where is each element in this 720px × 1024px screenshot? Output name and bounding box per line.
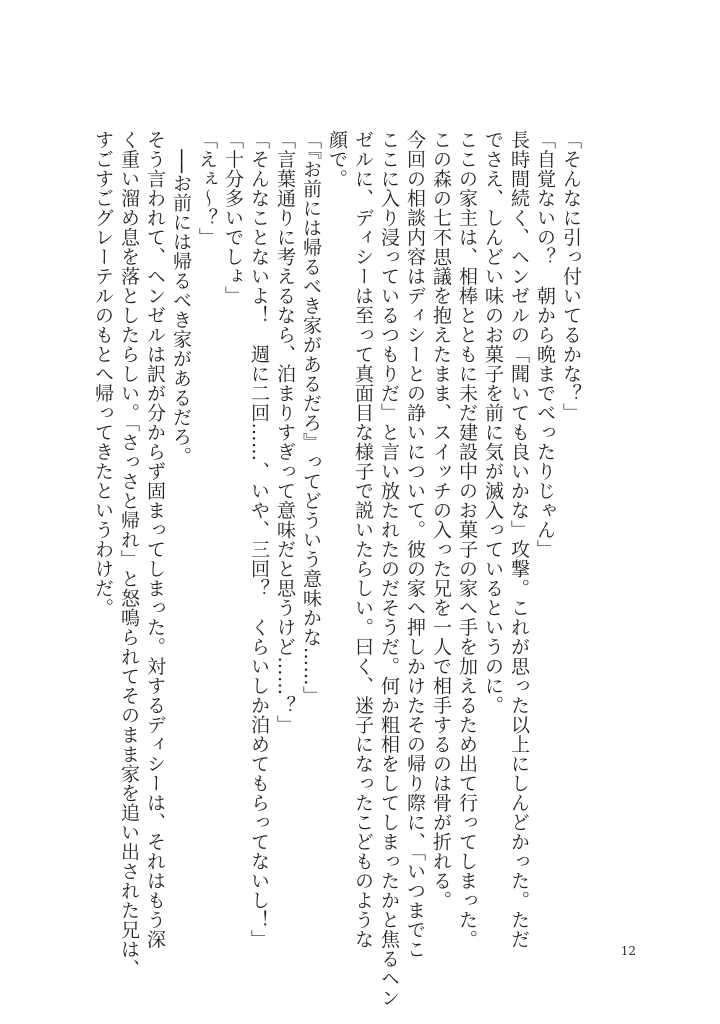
text-line: この森の七不思議を抱えたまま、スイッチの入った兄を一人で相手するのは骨が折れる。	[430, 130, 452, 910]
text-line: でさえ、しんどい味のお菓子を前に気が滅入っているというのに。	[482, 130, 504, 715]
text-line: ──お前には帰るべき家があるだろ。	[170, 130, 192, 466]
text-line: 「自覚ないの？ 朝から晩までべったりじゃん」	[534, 130, 556, 559]
text-line: ここの家主は、相棒とともに未だ建設中のお菓子の家へ手を加えるため出て行ってしまった。	[456, 130, 478, 949]
text-line: ここに入り浸っているつもりだ」と言い放たれたのだそうだ。何か粗相をしてしまったかと焦るヘン	[378, 130, 400, 1008]
text-line: 長時間続く、ヘンゼルの「聞いても良いかな」攻撃。これが思った以上にしんどかった。ただ	[508, 130, 530, 949]
text-line: 今回の相談内容はディシーとの諍いについて。彼の家へ押しかけたその帰り際に、「いつまでこ	[404, 130, 426, 959]
text-line: 「『お前には帰るべき家があるだろ』ってどういう意味かな……」	[300, 130, 322, 706]
text-line: 「そんなことないよ！ 週に二回……、いや、三回？ くらいしか泊めてもらってないし！」	[248, 130, 270, 949]
text-line: 「そんなに引っ付いてるかな？」	[560, 130, 582, 423]
text-line: そう言われて、ヘンゼルは訳が分からず固まってしまった。対するディシーは、それはもう深	[144, 130, 166, 949]
vertical-text-block	[92, 130, 584, 1008]
text-line: く重い溜め息を落としたらしい。「さっさと帰れ」と怒鳴られてそのまま家を追い出された兄は、	[118, 130, 140, 979]
text-line: 「言葉通りに考えるなら、泊まりすぎって意味だと思うけど……？」	[274, 130, 296, 735]
text-line: ゼルに、ディシーは至って真面目な様子で説いたらしい。曰く、迷子になったこどものような	[352, 130, 374, 949]
page-number: 12	[620, 944, 636, 958]
text-line: 顔で。	[326, 130, 348, 189]
text-line: 「えぇ～？」	[196, 130, 218, 247]
text-line: 「十分多いでしょ」	[222, 130, 244, 306]
text-line: すごすごグレーテルのもとへ帰ってきたというわけだ。	[92, 130, 114, 618]
